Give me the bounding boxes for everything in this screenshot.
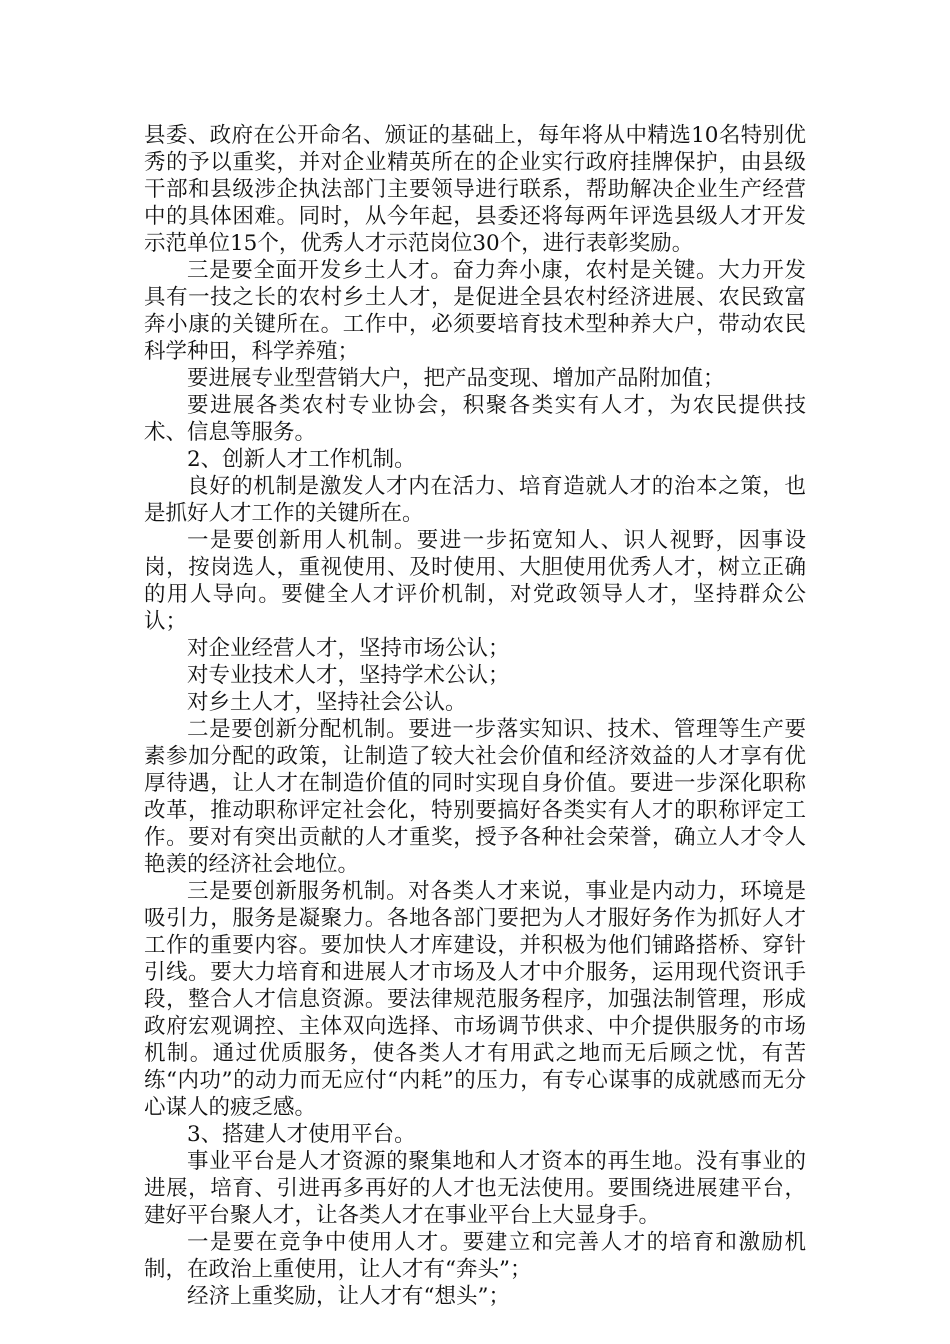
paragraph-associations: 要进展各类农村专业协会，积聚各类实有人才，为农民提供技术、信息等服务。 <box>144 393 806 445</box>
paragraph-service-mechanism: 三是要创新服务机制。对各类人才来说，事业是内动力，环境是吸引力，服务是凝聚力。各地各部门要把为人才服好务作为抓好人才工作的重要内容。要加快人才库建设，并积极为他们铺路搭桥、穿针引线。要大力培育和进展人才市场及人才中介服务，运用现代资讯手段，整合人才信息资源。要法律规范服务程序，加强法制管理，形成政府宏观调控、主体双向选择、市场调节供求、中介提供服务的市场机制。通过优质服务，使各类人才有用武之地而无后顾之忧，有苦练“内功”的动力而无应付“内耗”的压力，有专心谋事的成就感而无分心谋人的疲乏感。 <box>144 879 806 1120</box>
paragraph-technical-talent: 对专业技术人才，坚持学术公认； <box>187 663 510 688</box>
paragraph-local-talent: 对乡土人才，坚持社会公认。 <box>187 690 467 715</box>
paragraph-employment-mechanism: 一是要创新用人机制。要进一步拓宽知人、识人视野，因事设岗，按岗选人，重视使用、及时使用、大胆使用优秀人才，树立正确的用人导向。要健全人才评价机制，对党政领导人才，坚持群众公认； <box>144 528 806 634</box>
paragraph-competition: 一是要在竞争中使用人才。要建立和完善人才的培育和激励机制，在政治上重使用，让人才有“奔头”； <box>144 1230 806 1282</box>
paragraph-rural-talent: 三是要全面开发乡土人才。奋力奔小康，农村是关键。大力开发具有一技之长的农村乡土人才，是促进全县农村经济进展、农民致富奔小康的关键所在。工作中，必须要培育技术型种养大户，带动农民科学种田，科学养殖； <box>144 258 806 364</box>
section-heading-platform: 3、搭建人才使用平台。 <box>187 1122 416 1147</box>
paragraph-distribution-mechanism: 二是要创新分配机制。要进一步落实知识、技术、管理等生产要素参加分配的政策，让制造了较大社会价值和经济效益的人才享有优厚待遇，让人才在制造价值的同时实现自身价值。要进一步深化职称改革，推动职称评定社会化，特别要搞好各类实有人才的职称评定工作。要对有突出贡献的人才重奖，授予各种社会荣誉，确立人才令人艳羡的经济社会地位。 <box>144 717 806 877</box>
paragraph-mechanism-intro: 良好的机制是激发人才内在活力、培育造就人才的治本之策，也是抓好人才工作的关键所在。 <box>144 474 806 526</box>
document-page <box>144 122 806 1310</box>
paragraph-marketing: 要进展专业型营销大户，把产品变现、增加产品附加值； <box>187 366 725 391</box>
paragraph-enterprise-talent: 对企业经营人才，坚持市场公认； <box>187 636 510 661</box>
paragraph-platform-intro: 事业平台是人才资源的聚集地和人才资本的再生地。没有事业的进展，培育、引进再多再好的人才也无法使用。要围绕进展建平台，建好平台聚人才，让各类人才在事业平台上大显身手。 <box>144 1149 806 1228</box>
paragraph-county-award: 县委、政府在公开命名、颁证的基础上，每年将从中精选10名特别优秀的予以重奖，并对企业精英所在的企业实行政府挂牌保护，由县级干部和县级涉企执法部门主要领导进行联系，帮助解决企业生产经营中的具体困难。同时，从今年起，县委还将每两年评选县级人才开发示范单位15个，优秀人才示范岗位30个，进行表彰奖励。 <box>144 123 806 256</box>
section-heading-mechanism: 2、创新人才工作机制。 <box>187 447 416 472</box>
paragraph-economic-reward: 经济上重奖励，让人才有“想头”； <box>187 1284 510 1309</box>
